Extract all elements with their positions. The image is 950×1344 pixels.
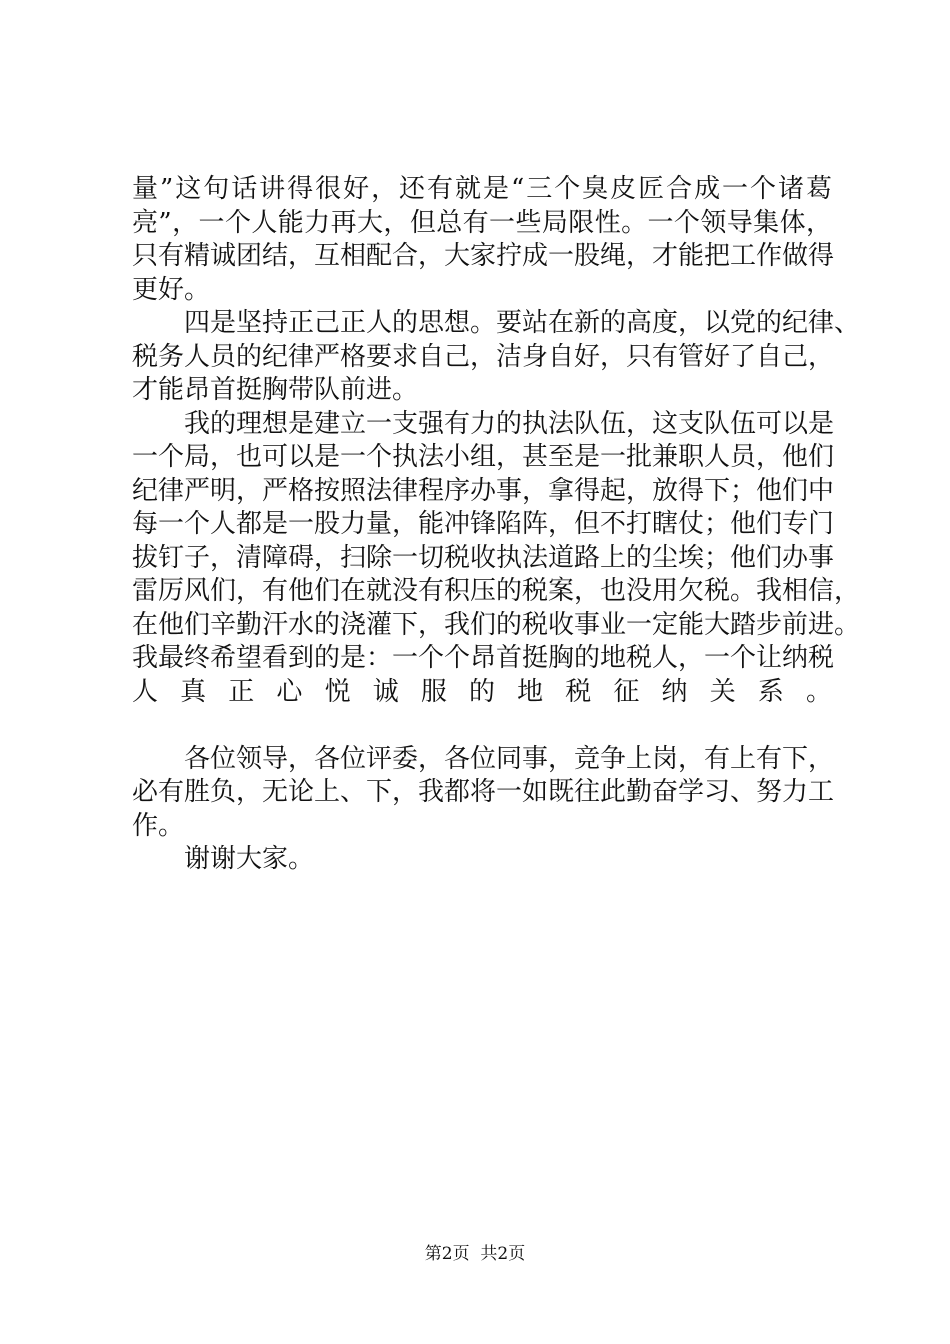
paragraph [132, 743, 835, 844]
text-line: 纪律严明，严格按照法律程序办事，拿得起，放得下；他们中 [132, 475, 835, 506]
text-line: 人真正心悦诚服的地税征纳关系。 [132, 676, 832, 707]
text-line: 在他们辛勤汗水的浇灌下，我们的税收事业一定能大踏步前进。 [132, 609, 861, 640]
text-line: 我最终希望看到的是：一个个昂首挺胸的地税人，一个让纳税 [132, 643, 835, 673]
text-line: 必有胜负，无论上、下，我都将一如既往此勤奋学习、努力工 [132, 777, 835, 807]
text-line: 四是坚持正己正人的思想。要站在新的高度，以党的纪律、 [184, 308, 861, 338]
text-line: 每一个人都是一股力量，能冲锋陷阵，但不打瞎仗；他们专门 [132, 509, 835, 539]
paragraph [132, 843, 832, 877]
document-body [132, 173, 861, 877]
text-line: 量”这句话讲得很好，还有就是“三个臭皮匠合成一个诸葛 [132, 174, 832, 204]
paragraph [132, 307, 861, 408]
paragraph [132, 173, 835, 307]
text-line [132, 709, 832, 743]
text-line: 拔钉子，清障碍，扫除一切税收执法道路上的尘埃；他们办事 [132, 542, 835, 573]
page-number-label: 第2页 共2页 [424, 1244, 526, 1264]
text-line: 更好。 [132, 274, 211, 305]
text-line: 谢谢大家。 [184, 844, 315, 874]
text-line: 才能昂首挺胸带队前进。 [132, 375, 419, 405]
text-line: 我的理想是建立一支强有力的执法队伍，这支队伍可以是 [184, 408, 835, 439]
text-line: 亮”，一个人能力再大，但总有一些局限性。一个领导集体， [132, 207, 832, 238]
paragraph [132, 408, 861, 743]
text-line: 作。 [132, 810, 185, 841]
text-line: 一个局，也可以是一个执法小组，甚至是一批兼职人员，他们 [132, 442, 835, 472]
text-line: 只有精诚团结，互相配合，大家拧成一股绳，才能把工作做得 [132, 241, 835, 271]
page-footer [0, 1243, 950, 1265]
text-line: 雷厉风们，有他们在就没有积压的税案，也没用欠税。我相信， [132, 576, 861, 606]
text-line: 税务人员的纪律严格要求自己，洁身自好，只有管好了自己， [132, 341, 835, 372]
text-line: 各位领导，各位评委，各位同事，竞争上岗，有上有下， [184, 743, 835, 774]
